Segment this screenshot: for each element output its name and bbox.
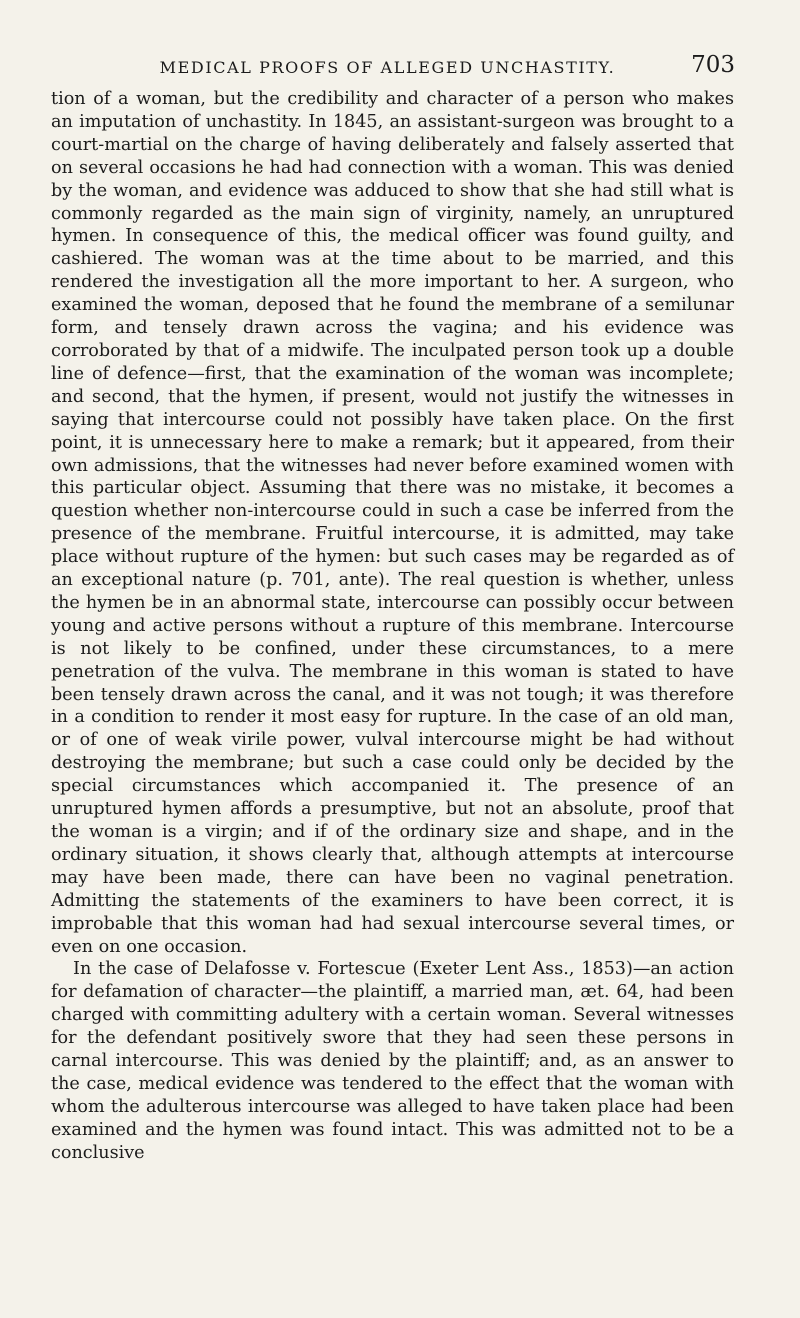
running-head bbox=[40, 52, 735, 84]
running-title: MEDICAL PROOFS OF ALLEGED UNCHASTITY. bbox=[159, 58, 616, 77]
page-number: 703 bbox=[691, 52, 735, 78]
body-text bbox=[51, 88, 734, 1165]
paragraph-delafosse-case: In the case of Delafosse v. Fortescue (Exeter Lent Ass., 1853)—an action for defamation of character—the plaintiff, a married man, æt. 64, had been charged with committing adultery with a certain woman. Several witnesses for the defendant positively swore that they had seen these persons in carnal intercourse. This was denied by the plaintiff; and, as an answer to the case, medical evidence was tendered to the effect that the woman with whom the adulterous intercourse was alleged to have taken place had been examined and the hymen was found intact. This was admitted not to be a conclusive bbox=[51, 959, 734, 1163]
paragraph-court-martial: tion of a woman, but the credibility and character of a person who makes an imputation of unchastity. In 1845, an assistant-surgeon was brought to a court-martial on the charge of having deliberately and falsely asserted that on several occasions he had had connection with a woman. This was denied by the woman, and evidence was adduced to show that she had still what is commonly regarded as the main sign of virginity, namely, an unruptured hymen. In consequence of this, the medical officer was found guilty, and cashiered. The woman was at the time about to be married, and this rendered the investigation all the more important to her. A surgeon, who examined the woman, deposed that he found the membrane of a semilunar form, and tensely drawn across the vagina; and his evidence was corroborated by that of a midwife. The inculpated person took up a double line of defence—first, that the examination of the woman was incomplete; and second, that the hymen, if present, would not justify the witnesses in saying that intercourse could not possibly have taken place. On the first point, it is unnecessary here to make a remark; but it appeared, from their own admissions, that the witnesses had never before examined women with this particular object. Assuming that there was no mistake, it becomes a question whether non-intercourse could in such a case be inferred from the presence of the membrane. Fruitful intercourse, it is admitted, may take place without rupture of the hymen: but such cases may be regarded as of an exceptional nature (p. 701, ante). The real question is whether, unless the hymen be in an abnormal state, intercourse can possibly occur between young and active persons without a rupture of this membrane. Intercourse is not likely to be confined, under these circumstances, to a mere penetration of the vulva. The membrane in this woman is stated to have been tensely drawn across the canal, and it was not tough; it was therefore in a condition to render it most easy for rupture. In the case of an old man, or of one of weak virile power, vulval intercourse might be had without destroying the membrane; but such a case could only be decided by the special circumstances which accompanied it. The presence of an unruptured hymen affords a presumptive, but not an absolute, proof that the woman is a virgin; and if of the ordinary size and shape, and in the ordinary situation, it shows clearly that, although attempts at intercourse may have been made, there can have been no vaginal penetration. Admitting the statements of the examiners to have been correct, it is improbable that this woman had had sexual intercourse several times, or even on one occasion. bbox=[51, 89, 734, 957]
